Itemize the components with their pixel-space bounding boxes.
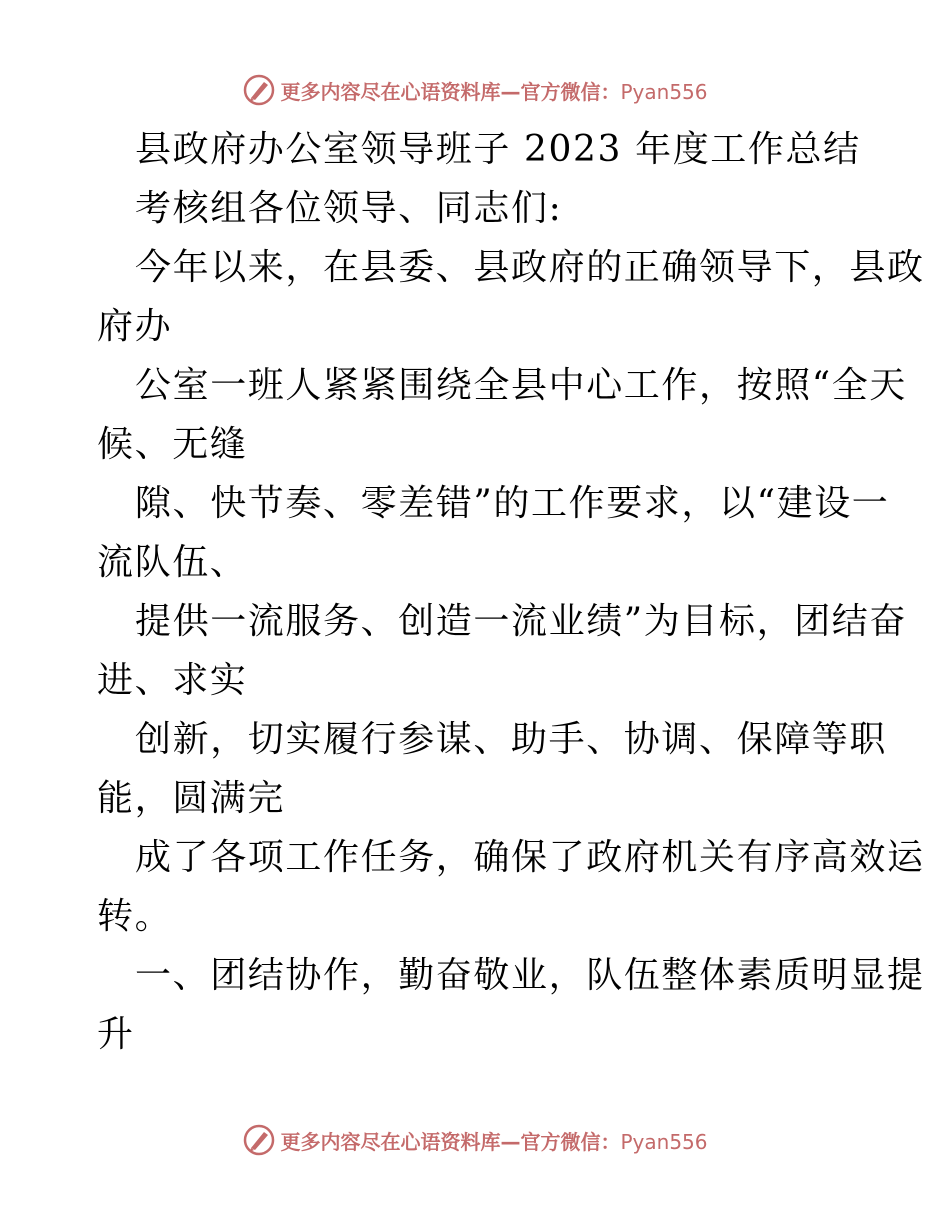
text-line: 候、无缝	[97, 424, 248, 465]
text-line: 创新，切实履行参谋、助手、协调、保障等职	[135, 719, 888, 760]
text-line: 公室一班人紧紧围绕全县中心工作，按照“全天	[135, 365, 908, 406]
pen-logo-icon	[242, 1123, 276, 1157]
text-line: 升	[97, 1014, 135, 1055]
text-line: 考核组各位领导、同志们:	[135, 188, 563, 229]
watermark-text	[280, 76, 707, 105]
text-line: 府办	[97, 306, 173, 347]
text-line: 一、团结协作，勤奋敬业，队伍整体素质明显提	[135, 955, 925, 996]
watermark-text	[280, 1126, 707, 1155]
watermark-text-latin: Pyan556	[620, 1129, 708, 1154]
text-line: 进、求实	[97, 660, 248, 701]
text-line: 隙、快节奏、零差错”的工作要求，以“建设一	[135, 483, 890, 524]
pen-logo-icon	[242, 73, 276, 107]
text-line: 县政府办公室领导班子 2023 年度工作总结	[135, 129, 861, 170]
text-line: 提供一流服务、创造一流业绩”为目标，团结奋	[135, 601, 908, 642]
watermark-footer	[0, 1120, 950, 1160]
text-line: 今年以来，在县委、县政府的正确领导下，县政	[135, 247, 925, 288]
watermark-text-latin: Pyan556	[620, 79, 708, 104]
document-body	[97, 120, 925, 1064]
text-line: 流队伍、	[97, 542, 248, 583]
watermark-header	[0, 70, 950, 110]
text-line: 成了各项工作任务，确保了政府机关有序高效运	[135, 837, 925, 878]
text-line: 转。	[97, 896, 173, 937]
text-line: 能，圆满完	[97, 778, 286, 819]
watermark-text-cn: 更多内容尽在心语资料库—官方微信：	[280, 1129, 621, 1154]
watermark-text-cn: 更多内容尽在心语资料库—官方微信：	[280, 79, 621, 104]
